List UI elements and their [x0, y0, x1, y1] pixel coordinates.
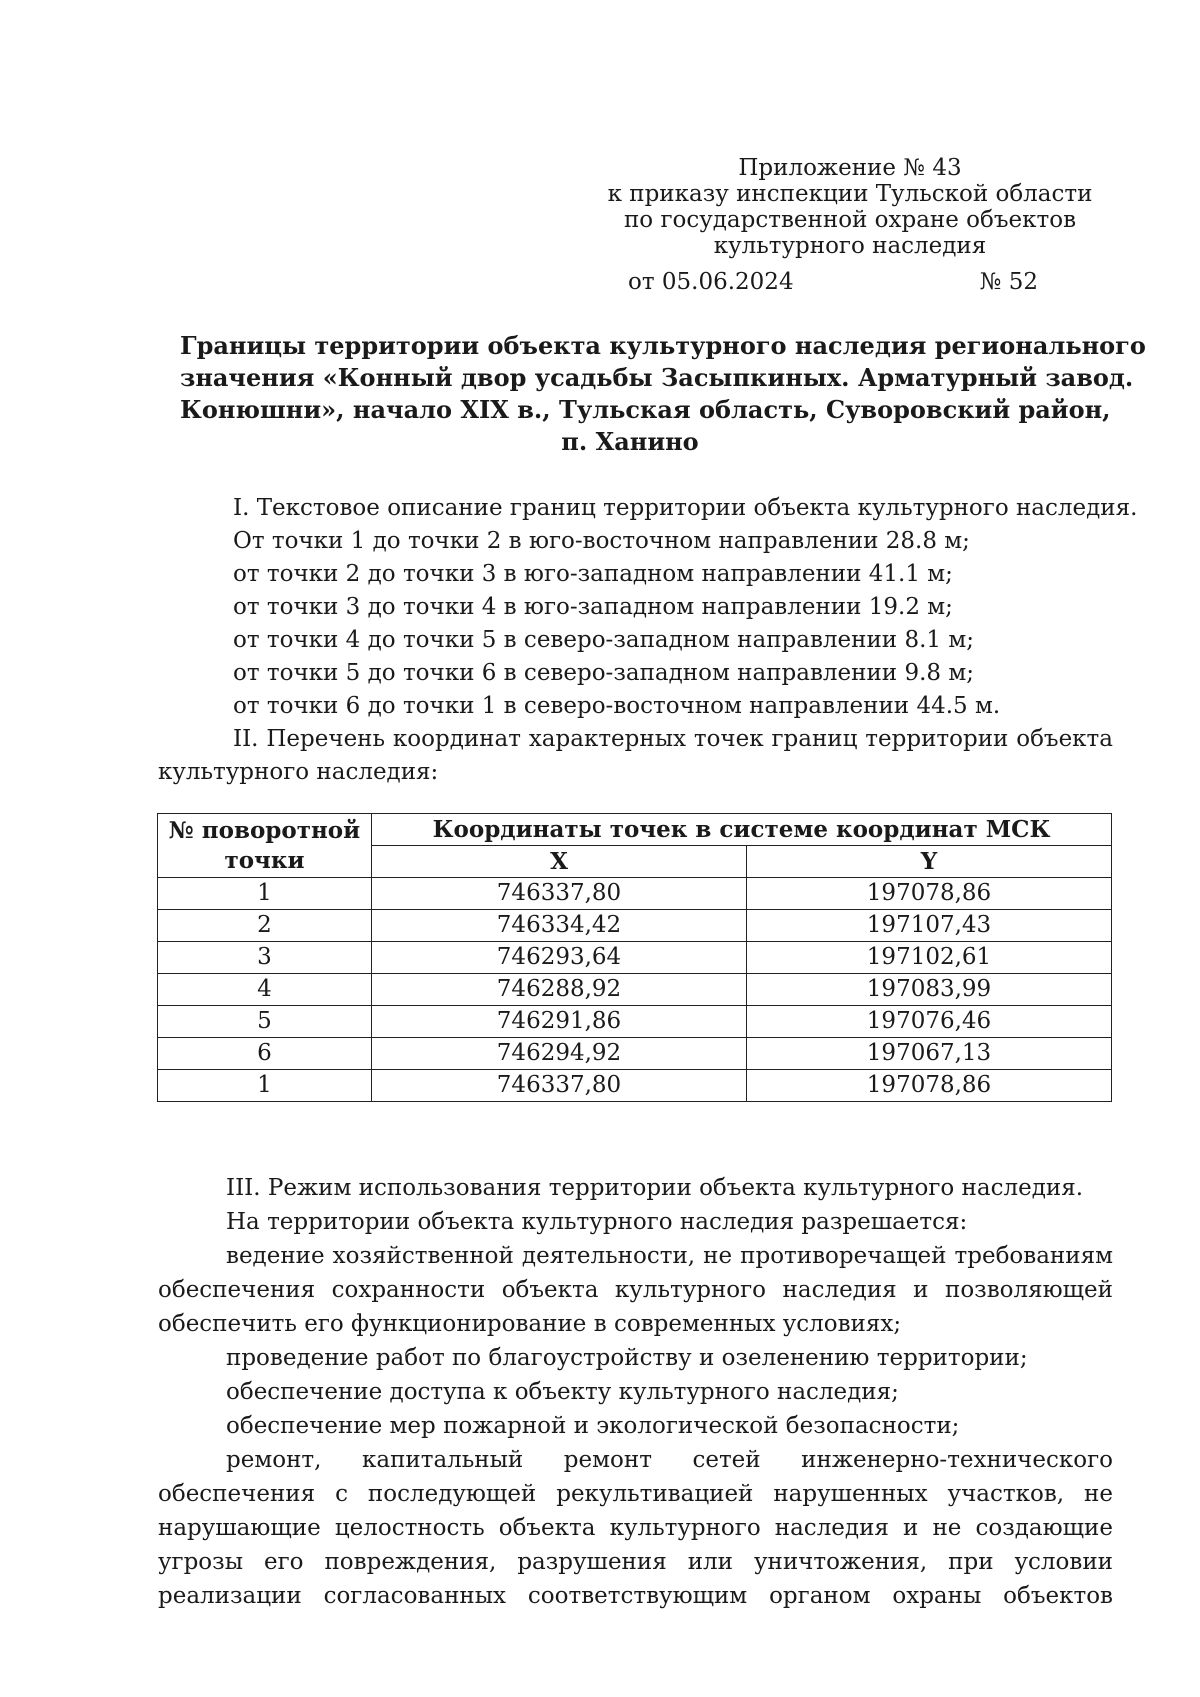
point-number-cell: 2 [158, 910, 372, 942]
appendix-order-ref: к приказу инспекции Тульской области [607, 181, 1093, 207]
allowed-item: ремонт, капитальный ремонт сетей инженерно-технического обеспечения с последующей рекультивацией нарушенных участков, не нарушающие целостность объекта культурного наследия и не создающие угрозы его повреждения, разрушения или уничтожения, при условии реализации согласованных соответствующим органом охраны объектов [158, 1447, 1113, 1609]
table-row [158, 878, 1112, 910]
boundary-item: от точки 5 до точки 6 в северо-западном направлении 9.8 м; [233, 660, 974, 686]
title-line-4: п. Ханино [561, 427, 699, 456]
boundary-item: от точки 2 до точки 3 в юго-западном направлении 41.1 м; [233, 561, 953, 587]
x-cell: 746293,64 [372, 942, 747, 974]
section-2-heading: II. Перечень координат характерных точек границ территории объекта [233, 726, 1113, 752]
section-1-heading: I. Текстовое описание границ территории объекта культурного наследия. [233, 495, 1138, 521]
coordinates-table [157, 813, 1112, 1102]
y-cell: 197102,61 [747, 942, 1112, 974]
boundary-item: от точки 4 до точки 5 в северо-западном направлении 8.1 м; [233, 627, 974, 653]
x-cell: 746334,42 [372, 910, 747, 942]
boundary-item: от точки 3 до точки 4 в юго-западном направлении 19.2 м; [233, 594, 953, 620]
y-cell: 197067,13 [747, 1038, 1112, 1070]
boundary-item: от точки 6 до точки 1 в северо-восточном направлении 44.5 м. [233, 693, 1001, 719]
order-date-line [628, 268, 1038, 298]
column-header-y: Y [747, 846, 1112, 878]
title-line-2: значения «Конный двор усадьбы Засыпкиных. Арматурный завод. [180, 363, 1134, 392]
section-3-heading: III. Режим использования территории объекта культурного наследия. [226, 1175, 1084, 1201]
table-row [158, 1070, 1112, 1102]
title-line-3: Конюшни», начало XIX в., Тульская область, Суворовский район, [180, 395, 1111, 424]
point-number-cell: 3 [158, 942, 372, 974]
document-title [180, 330, 1146, 458]
y-cell: 197076,46 [747, 1006, 1112, 1038]
y-cell: 197078,86 [747, 878, 1112, 910]
section-3-intro: На территории объекта культурного наследия разрешается: [226, 1209, 968, 1235]
x-cell: 746294,92 [372, 1038, 747, 1070]
x-cell: 746291,86 [372, 1006, 747, 1038]
table-row [158, 942, 1112, 974]
allowed-item: ведение хозяйственной деятельности, не противоречащей требованиям обеспечения сохранности объекта культурного наследия и позволяющей обеспечить его функционирование в современных условиях; [158, 1243, 1113, 1337]
section-boundary-description [158, 492, 1138, 789]
boundary-item: От точки 1 до точки 2 в юго-восточном направлении 28.8 м; [233, 528, 970, 554]
appendix-order-ref-2: по государственной охране объектов [623, 207, 1077, 233]
title-line-1: Границы территории объекта культурного наследия регионального [180, 331, 1146, 360]
y-cell: 197083,99 [747, 974, 1112, 1006]
appendix-header [600, 155, 1100, 259]
table-row [158, 910, 1112, 942]
point-number-cell: 1 [158, 1070, 372, 1102]
appendix-order-ref-3: культурного наследия [713, 233, 987, 259]
order-number: № 52 [979, 269, 1038, 295]
point-number-cell: 1 [158, 878, 372, 910]
table-row [158, 1038, 1112, 1070]
point-number-cell: 4 [158, 974, 372, 1006]
column-header-coordinates: Координаты точек в системе координат МСК [372, 814, 1112, 846]
point-number-cell: 5 [158, 1006, 372, 1038]
section-usage-regime [158, 1171, 1113, 1613]
x-cell: 746337,80 [372, 1070, 747, 1102]
y-cell: 197078,86 [747, 1070, 1112, 1102]
point-number-cell: 6 [158, 1038, 372, 1070]
order-date: от 05.06.2024 [628, 269, 794, 295]
allowed-item: обеспечение доступа к объекту культурного наследия; [226, 1379, 899, 1405]
allowed-item: проведение работ по благоустройству и озеленению территории; [226, 1345, 1028, 1371]
column-header-point-number: № поворотной точки [158, 814, 372, 878]
appendix-number: Приложение № 43 [738, 155, 962, 181]
section-2-heading-cont: культурного наследия: [158, 759, 439, 785]
x-cell: 746337,80 [372, 878, 747, 910]
table-row [158, 974, 1112, 1006]
table-row [158, 1006, 1112, 1038]
x-cell: 746288,92 [372, 974, 747, 1006]
column-header-x: X [372, 846, 747, 878]
allowed-item: обеспечение мер пожарной и экологической безопасности; [226, 1413, 960, 1439]
y-cell: 197107,43 [747, 910, 1112, 942]
